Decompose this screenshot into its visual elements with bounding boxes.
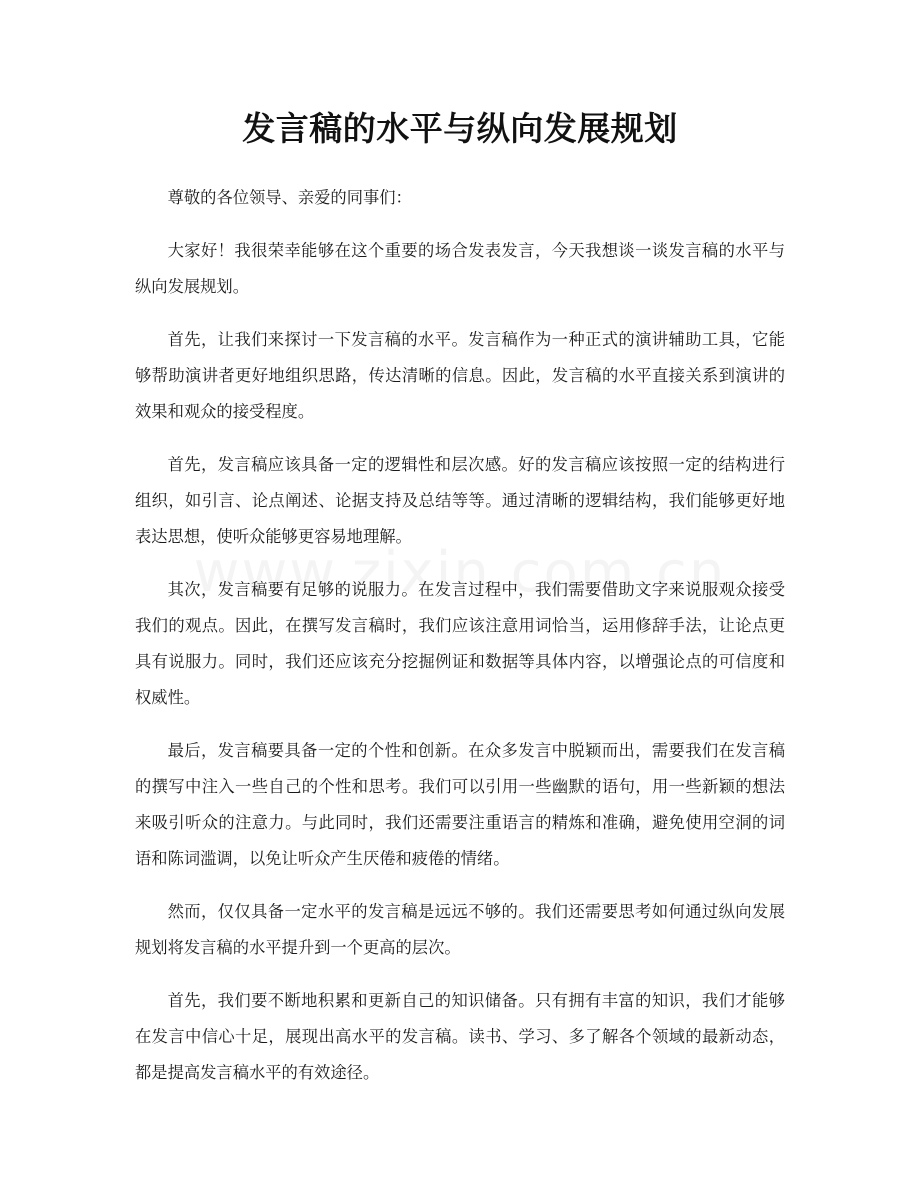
salutation-paragraph: 尊敬的各位领导、亲爱的同事们： <box>167 188 412 207</box>
body-paragraph: 然而，仅仅具备一定水平的发言稿是远远不够的。我们还需要思考如何通过纵向发展规划将发言稿的水平提升到一个更高的层次。 <box>135 902 785 957</box>
body-paragraph: 大家好！我很荣幸能够在这个重要的场合发表发言，今天我想谈一谈发言稿的水平与纵向发展规划。 <box>135 241 785 296</box>
document-body <box>135 180 785 1108</box>
body-paragraph: 最后，发言稿要具备一定的个性和创新。在众多发言中脱颖而出，需要我们在发言稿的撰写中注入一些自己的个性和思考。我们可以引用一些幽默的语句，用一些新颖的想法来吸引听众的注意力。与此同时，我们还需要注重语言的精炼和准确，避免使用空洞的词语和陈词滥调，以免让听众产生厌倦和疲倦的情绪。 <box>135 741 785 868</box>
body-paragraph: 首先，我们要不断地积累和更新自己的知识储备。只有拥有丰富的知识，我们才能够在发言中信心十足，展现出高水平的发言稿。读书、学习、多了解各个领域的最新动态，都是提高发言稿水平的有效途径。 <box>135 991 785 1082</box>
body-paragraph: 首先，让我们来探讨一下发言稿的水平。发言稿作为一种正式的演讲辅助工具，它能够帮助演讲者更好地组织思路，传达清晰的信息。因此，发言稿的水平直接关系到演讲的效果和观众的接受程度。 <box>135 330 785 421</box>
body-paragraph: 首先，发言稿应该具备一定的逻辑性和层次感。好的发言稿应该按照一定的结构进行组织，如引言、论点阐述、论据支持及总结等等。通过清晰的逻辑结构，我们能够更好地表达思想，使听众能够更容易地理解。 <box>135 455 785 546</box>
body-paragraph: 其次，发言稿要有足够的说服力。在发言过程中，我们需要借助文字来说服观众接受我们的观点。因此，在撰写发言稿时，我们应该注意用词恰当，运用修辞手法，让论点更具有说服力。同时，我们还应该充分挖掘例证和数据等具体内容，以增强论点的可信度和权威性。 <box>135 580 785 707</box>
document-title: 发言稿的水平与纵向发展规划 <box>242 109 678 148</box>
